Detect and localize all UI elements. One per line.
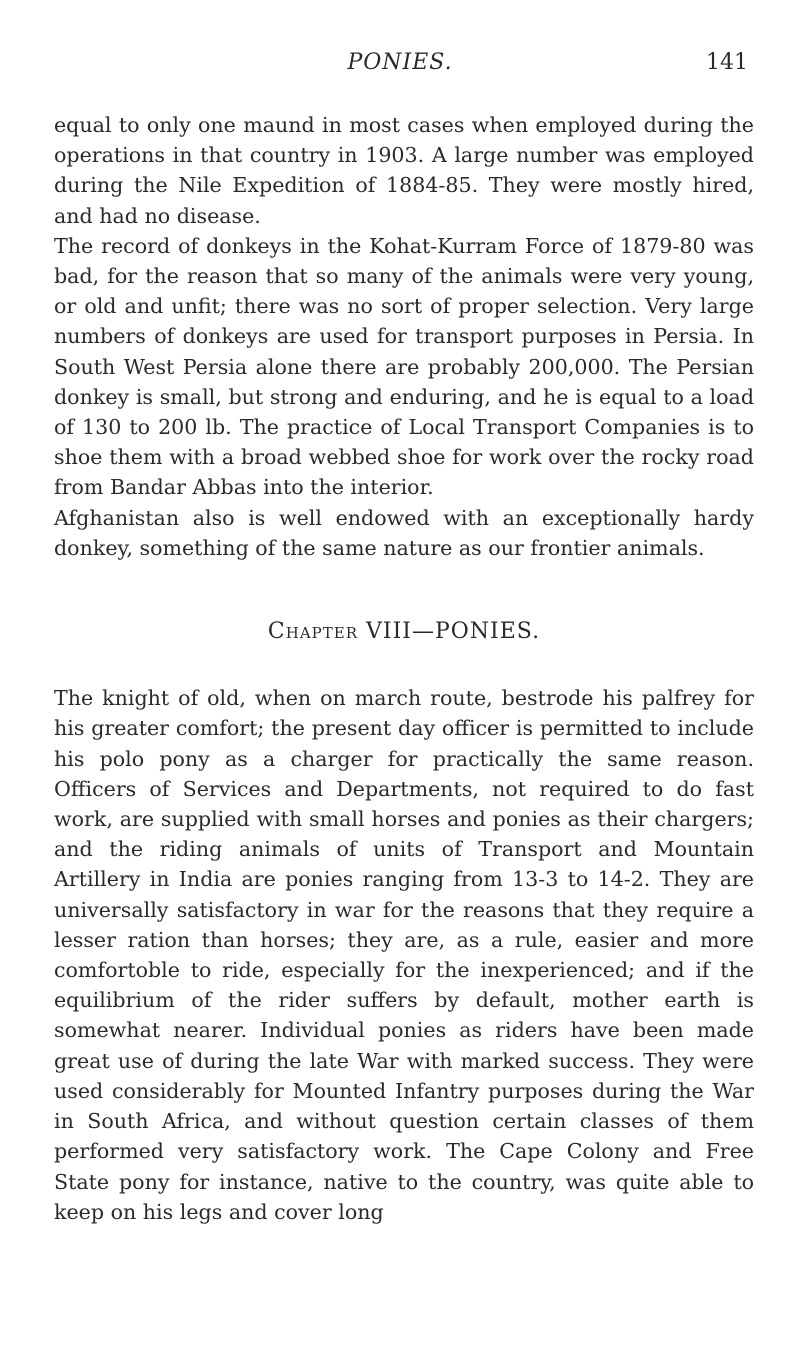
paragraph: equal to only one maund in most cases when employed during the operations in that country in 1903. A large number was employed during the Nile Expedition of 1884-85. They were mostly hired, and had no disease. bbox=[54, 113, 754, 228]
body-text bbox=[54, 110, 754, 1227]
page-number: 141 bbox=[706, 50, 748, 75]
chapter-heading: Chapter VIII—PONIES. bbox=[267, 619, 541, 645]
paragraph: Afghanistan also is well endowed with an exceptionally hardy donkey, something of the same nature as our frontier animals. bbox=[54, 505, 754, 560]
paragraph: The record of donkeys in the Kohat-Kurram Force of 1879-80 was bad, for the reason that so many of the animals were very young, or old and unfit; there was no sort of proper selection. Very large numbers of donkeys are used for transport purposes in Persia. In South West Persia alone there are probably 200,000. The Persian donkey is small, but strong and enduring, and he is equal to a load of 130 to 200 lb. The practice of Local Transport Companies is to shoe them with a broad webbed shoe for work over the rocky road from Bandar Abbas into the interior. bbox=[54, 233, 754, 500]
paragraph: The knight of old, when on march route, bestrode his palfrey for his greater comfort; the present day officer is permitted to include his polo pony as a charger for practically the same reason. Officers of Services and Departments, not required to do fast work, are supplied with small horses and ponies as their chargers; and the riding animals of units of Transport and Mountain Artillery in India are ponies ranging from 13-3 to 14-2. They are universally satisfactory in war for the reasons that they require a lesser ration than horses; they are, as a rule, easier and more comfortoble to ride, especially for the inexperienced; and if the equilibrium of the rider suffers by default, mother earth is somewhat nearer. Individual ponies as riders have been made great use of during the late War with marked success. They were used considerably for Mounted Infantry purposes during the War in South Africa, and without question certain classes of them performed very satisfactory work. The Cape Colony and Free State pony for instance, native to the country, was quite able to keep on his legs and cover long bbox=[54, 686, 754, 1224]
running-title: PONIES. bbox=[347, 50, 453, 75]
running-head bbox=[0, 50, 800, 80]
